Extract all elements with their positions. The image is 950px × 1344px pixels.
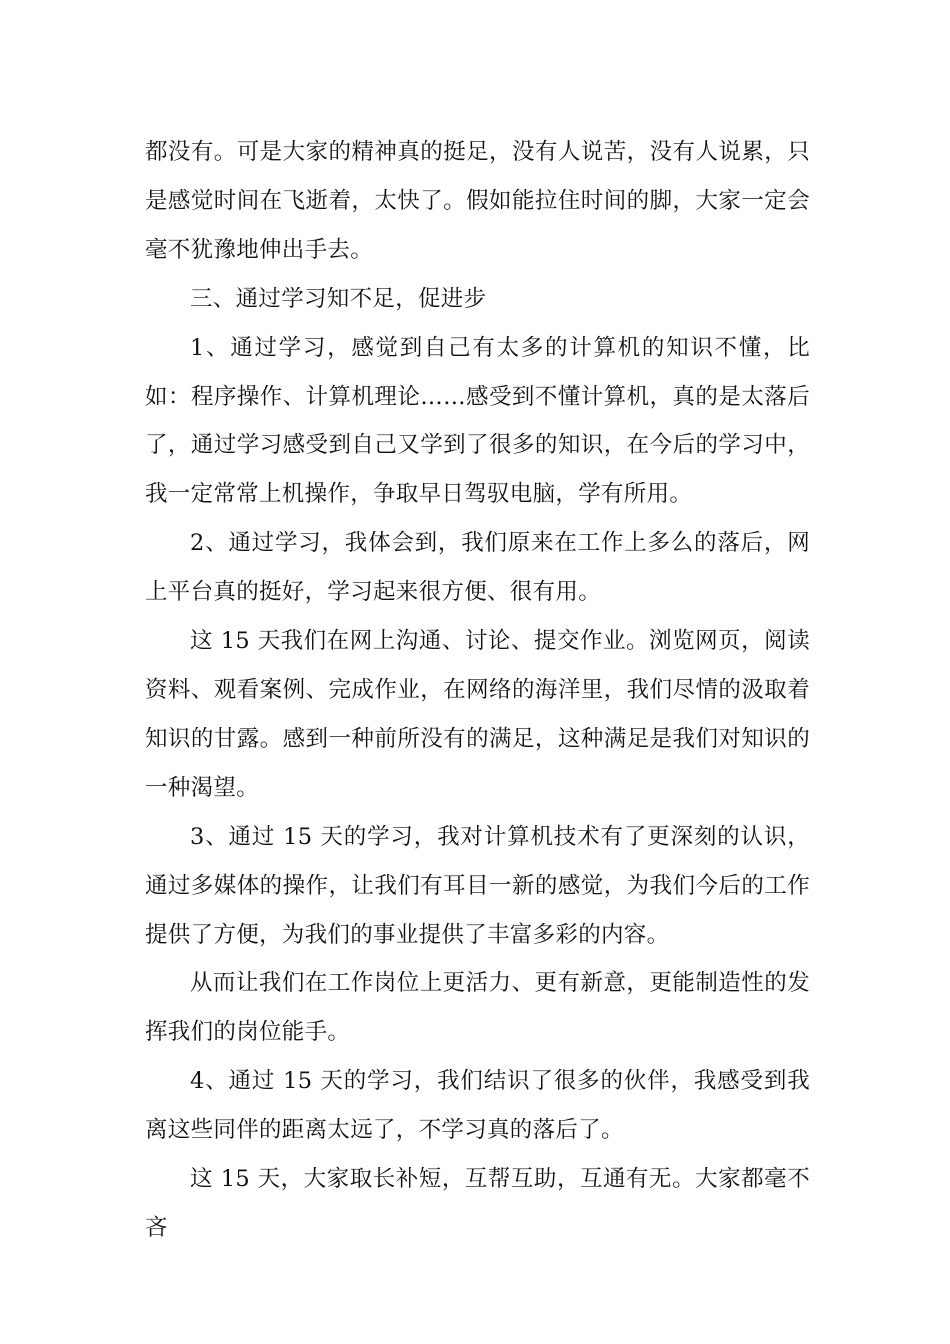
paragraph-work-post: 从而让我们在工作岗位上更活力、更有新意，更能制造性的发挥我们的岗位能手。 xyxy=(145,970,810,1046)
section-heading-3: 三、通过学习知不足，促进步 xyxy=(190,285,487,312)
paragraph-point-1: 1、通过学习，感觉到自己有太多的计算机的知识不懂，比如：程序操作、计算机理论……感受到不懂计算机，真的是太落后了，通过学习感受到自己又学到了很多的知识，在今后的学习中，我一定常常上机操作，争取早日驾驭电脑，学有所用。 xyxy=(145,334,810,508)
paragraph-point-4: 4、通过 15 天的学习，我们结识了很多的伙伴，我感受到我离这些同伴的距离太远了，不学习真的落后了。 xyxy=(145,1068,810,1144)
paragraph-mutual-help: 这 15 天，大家取长补短，互帮互助，互通有无。大家都毫不吝 xyxy=(145,1166,810,1241)
paragraph-continuation: 都没有。可是大家的精神真的挺足，没有人说苦，没有人说累，只是感觉时间在飞逝着，太快了。假如能拉住时间的脚，大家一定会毫不犹豫地伸出手去。 xyxy=(145,139,810,263)
document-page xyxy=(145,128,810,1253)
paragraph-point-2: 2、通过学习，我体会到，我们原来在工作上多么的落后，网上平台真的挺好，学习起来很方便、很有用。 xyxy=(145,530,810,606)
paragraph-online-study: 这 15 天我们在网上沟通、讨论、提交作业。浏览网页，阅读资料、观看案例、完成作业，在网络的海洋里，我们尽情的汲取着知识的甘露。感到一种前所没有的满足，这种满足是我们对知识的一种渴望。 xyxy=(145,628,810,801)
paragraph-point-3: 3、通过 15 天的学习，我对计算机技术有了更深刻的认识，通过多媒体的操作，让我们有耳目一新的感觉，为我们今后的工作提供了方便，为我们的事业提供了丰富多彩的内容。 xyxy=(145,823,810,948)
